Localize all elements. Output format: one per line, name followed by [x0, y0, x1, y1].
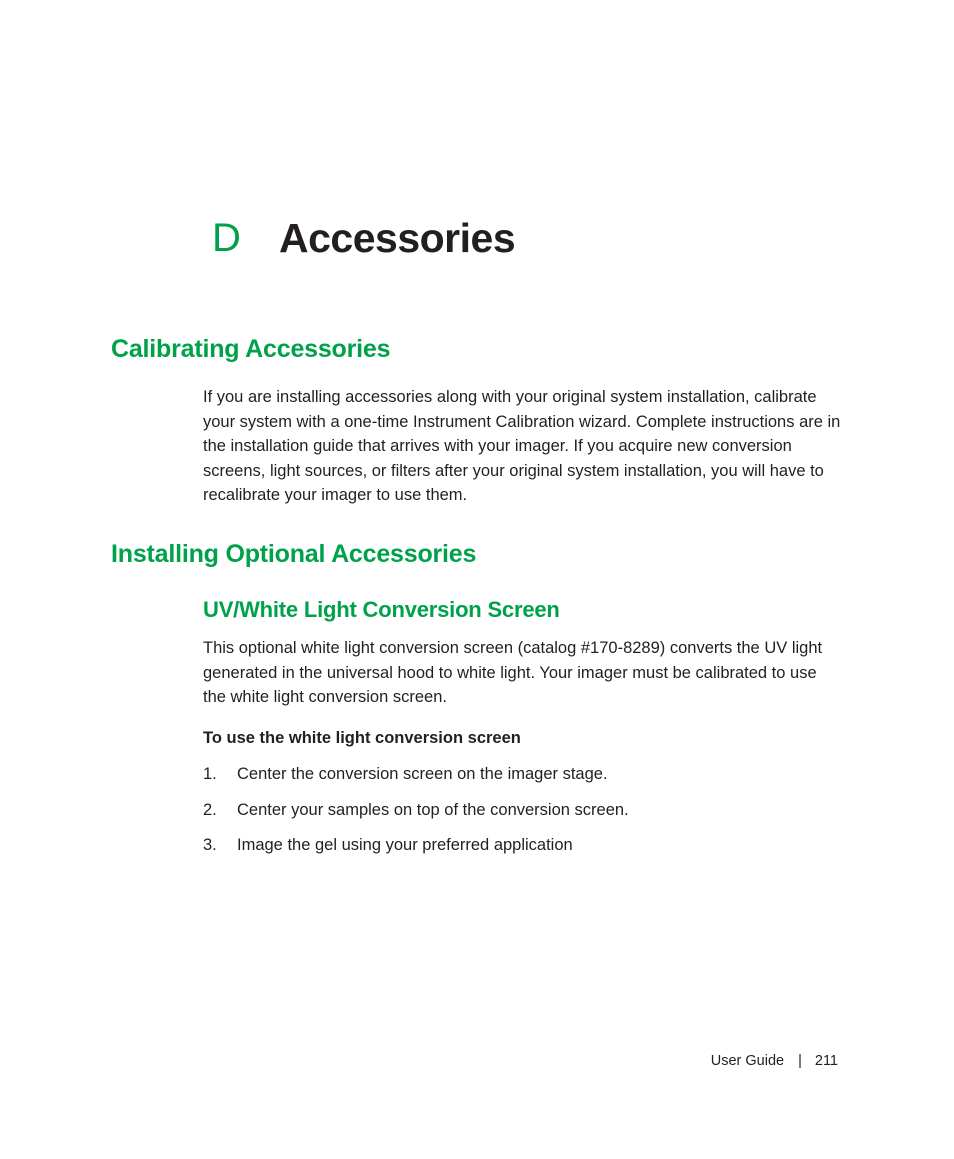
page-number: 211 [814, 1053, 838, 1069]
step-number: 3. [203, 836, 217, 854]
section-body-calibrating: If you are installing accessories along with your original system installation, calibrate your system with a one-time Instrument Calibration wizard. Complete instructions are in the installation guide that arrives with your imager. If you acquire new conversion screens, light sources, or filters after your original system installation, you will have to recalibrate your imager to use them. [203, 388, 841, 505]
procedure-steps [203, 762, 843, 869]
chapter-letter: D [212, 216, 241, 260]
subsection-body-conversion-screen: This optional white light conversion screen (catalog #170-8289) converts the UV light generated in the universal hood to white light. Your imager must be calibrated to use the white light conversion screen. [203, 639, 823, 707]
list-item [203, 798, 843, 822]
section-heading-calibrating: Calibrating Accessories [111, 335, 391, 363]
section-heading-installing: Installing Optional Accessories [111, 540, 477, 568]
footer-separator: | [798, 1053, 802, 1069]
subsection-heading-conversion-screen: UV/White Light Conversion Screen [203, 597, 560, 622]
list-item [203, 762, 843, 786]
step-text: Image the gel using your preferred application [237, 836, 573, 854]
step-number: 1. [203, 765, 217, 783]
step-text: Center your samples on top of the conversion screen. [237, 800, 629, 819]
procedure-title: To use the white light conversion screen [203, 729, 521, 747]
chapter-heading [212, 208, 515, 268]
footer-label: User Guide [710, 1053, 785, 1069]
step-text: Center the conversion screen on the imager stage. [237, 765, 608, 783]
chapter-title: Accessories [279, 215, 516, 261]
list-item [203, 833, 843, 857]
step-number: 2. [203, 800, 217, 819]
page-footer [711, 1050, 838, 1072]
